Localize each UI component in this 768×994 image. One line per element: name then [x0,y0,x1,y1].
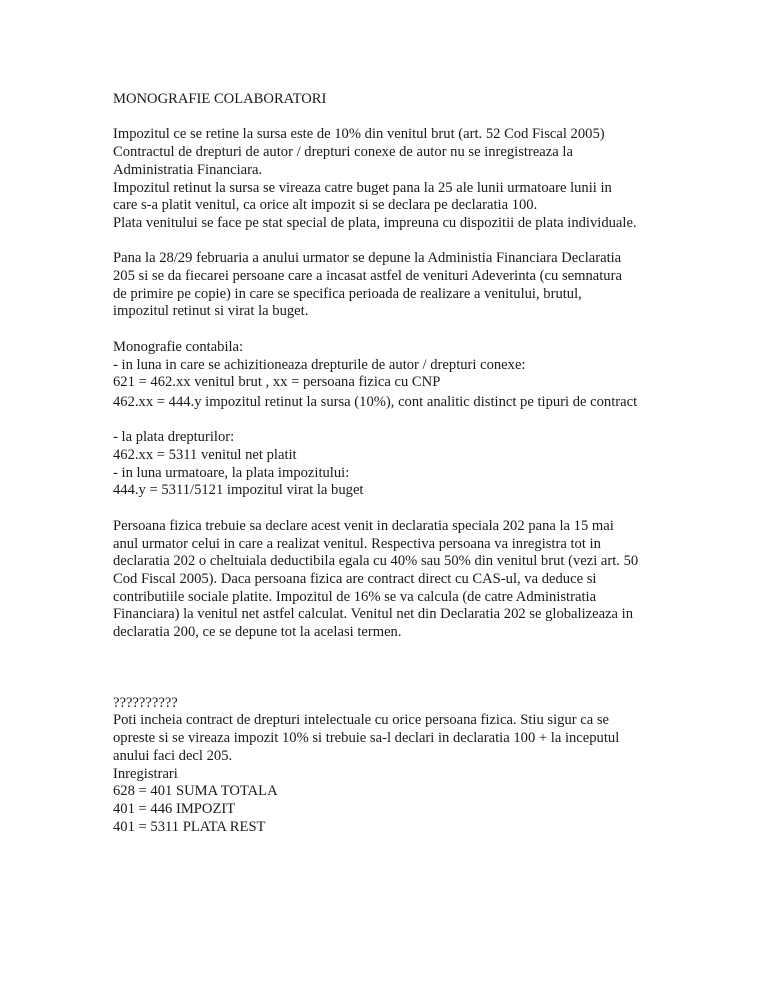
text-line: Financiara) la venitul net astfel calculat. Venitul net din Declaratia 202 se globalizeaza in [113,606,634,623]
text-line: Plata venitului se face pe stat special de plata, impreuna cu dispozitii de plata individuale. [113,214,637,231]
spacer [113,321,713,339]
text-line: 444.y = 5311/5121 impozitul virat la buget [113,482,364,499]
text-line: 628 = 401 SUMA TOTALA [113,783,278,800]
text-line: 401 = 5311 PLATA REST [113,818,266,835]
text-line: Impozitul retinut la sursa se vireaza catre buget pana la 25 ale lunii urmatoare lunii in [113,179,612,196]
paragraph-tax-withholding [113,126,713,232]
text-line: Impozitul ce se retine la sursa este de 10% din venitul brut (art. 52 Cod Fiscal 2005) [113,126,605,143]
section-question-answer [113,695,713,837]
text-line: - in luna in care se achizitioneaza drepturile de autor / drepturi conexe: [113,356,526,373]
document-title: MONOGRAFIE COLABORATORI [113,91,327,107]
text-line: anul urmator celui in care a realizat venitul. Respectiva persoana va inregistra tot in [113,535,601,552]
spacer [113,233,713,251]
text-line: declaratia 200, ce se depune tot la acelasi termen. [113,624,402,641]
text-line: Pana la 28/29 februaria a anului urmator se depune la Administia Financiara Declaratia [113,250,622,267]
text-line: Persoana fizica trebuie sa declare acest venit in declaratia speciala 202 pana la 15 mai [113,517,614,534]
text-line: 462.xx = 5311 venitul net platit [113,447,297,463]
text-line: anului faci decl 205. [113,747,233,764]
text-line: Monografie contabila: [113,338,244,355]
spacer [113,412,713,430]
text-line: Cod Fiscal 2005). Daca persoana fizica are contract direct cu CAS-ul, va deduce si [113,570,597,587]
text-line: Poti incheia contract de drepturi intelectuale cu orice persoana fizica. Stiu sigur ca se [113,712,609,729]
text-line: 401 = 446 IMPOZIT [113,800,236,817]
spacer [113,642,713,695]
spacer [113,500,713,518]
text-line: declaratia 202 o cheltuiala deductibila egala cu 40% sau 50% din venitul brut (vezi art. 50 [113,553,639,570]
paragraph-declaration-205 [113,250,713,321]
text-line: contributiile sociale platite. Impozitul de 16% se va calcula (de catre Administratia [113,588,597,605]
text-line: Inregistrari [113,765,178,782]
text-line: 462.xx = 444.y impozitul retinut la sursa (10%), cont analitic distinct pe tipuri de contract [113,393,638,410]
document-page [113,91,713,836]
section-accounting-entries [113,339,713,412]
text-line: 621 = 462.xx venitul brut , xx = persoana fizica cu CNP [113,374,441,391]
text-line: - la plata drepturilor: [113,429,235,446]
text-line: - in luna urmatoare, la plata impozitului: [113,464,350,481]
paragraph-declaration-202 [113,518,713,642]
text-line: de primire pe copie) in care se specifica perioada de realizare a venitului, brutul, [113,285,582,302]
text-line: ?????????? [113,694,178,711]
text-line: impozitul retinut si virat la buget. [113,303,309,320]
text-line: 205 si se da fiecarei persoane care a incasat astfel de venituri Adeverinta (cu semnatura [113,268,622,284]
text-line: Contractul de drepturi de autor / drepturi conexe de autor nu se inregistreaza la [113,144,573,161]
text-line: Administratia Financiara. [113,161,263,178]
text-line: care s-a platit venitul, ca orice alt impozit si se declara pe declaratia 100. [113,197,538,214]
section-payment-entries [113,429,713,500]
text-line: opreste si se vireaza impozit 10% si trebuie sa-l declari in declaratia 100 + la inceputul [113,730,620,747]
